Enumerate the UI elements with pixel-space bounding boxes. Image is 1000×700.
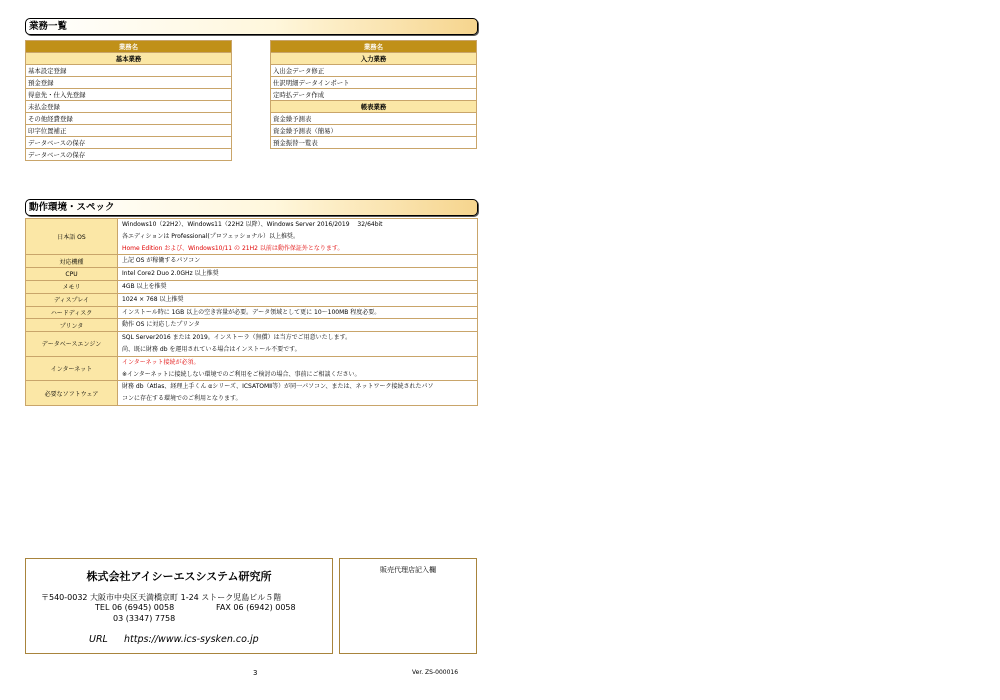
- spec-label: データベースエンジン: [26, 332, 118, 357]
- spec-row-printer: [26, 319, 478, 332]
- spec-value: インストール時に 1GB 以上の空き容量が必要。データ領域として更に 10～100MB 程度必要。: [122, 308, 381, 316]
- spec-label: ハードディスク: [26, 306, 118, 319]
- spec-table: [25, 218, 478, 406]
- sales-agent-label: 販売代理店記入欄: [380, 566, 436, 574]
- basic-operations-table: [25, 40, 232, 161]
- list-item: 入出金データ修正: [271, 65, 477, 77]
- list-item: 預金登録: [26, 77, 232, 89]
- spec-row-internet: [26, 356, 478, 381]
- spec-value: 1024 × 768 以上推奨: [122, 295, 184, 303]
- spec-row-machine: [26, 255, 478, 268]
- table-header: 業務名: [271, 41, 477, 53]
- spec-value: 尚、既に財務 db を運用されている場合はインストール不要です。: [122, 345, 301, 353]
- spec-value: 動作 OS に対応したプリンタ: [122, 321, 200, 329]
- company-name: 株式会社アイシーエスシステム研究所: [86, 570, 272, 583]
- spec-label: プリンタ: [26, 319, 118, 332]
- sales-agent-box: [339, 558, 477, 654]
- group-heading-basic: 基本業務: [26, 53, 232, 65]
- spec-value: コンに存在する環境でのご利用となります。: [122, 395, 242, 403]
- list-item: データベースの保存: [26, 137, 232, 149]
- spec-row-software: [26, 381, 478, 406]
- list-item: 得意先・仕入先登録: [26, 89, 232, 101]
- spec-label: 対応機種: [26, 255, 118, 268]
- spec-value: 各エディションは Professional(プロフェッショナル）以上推奨。: [122, 232, 299, 240]
- spec-value: 上記 OS が稼働するパソコン: [122, 257, 201, 265]
- list-item: 預金振替一覧表: [271, 137, 477, 149]
- spec-warning: Home Edition および、Windows10/11 の 21H2 以前は動作保証外となります。: [122, 244, 344, 252]
- list-item: 未払金登録: [26, 101, 232, 113]
- group-heading-input: 入力業務: [271, 53, 477, 65]
- spec-row-hdd: [26, 306, 478, 319]
- spec-label: CPU: [26, 268, 118, 281]
- list-item: その他経費登録: [26, 113, 232, 125]
- spec-value: SQL Server2016 または 2019。インストーラ（無償）は当方でご用意いたします。: [122, 334, 352, 342]
- table-header: 業務名: [26, 41, 232, 53]
- spec-label: インターネット: [26, 356, 118, 381]
- url-label: URL: [89, 634, 108, 645]
- list-item: 資金繰予測表（簡易）: [271, 125, 477, 137]
- company-tel: TEL 06 (6945) 0058: [95, 603, 175, 612]
- list-item: 印字位置補正: [26, 125, 232, 137]
- spec-row-os: [26, 219, 478, 255]
- environment-section-title: 動作環境・スペック: [25, 199, 478, 216]
- company-fax: FAX 06 (6942) 0058: [216, 603, 296, 612]
- spec-value: 財務 db（Atlas、経理上手くん αシリーズ、ICSATOMⅡ等）が同一パソコン、または、ネットワーク接続されたパソ: [122, 383, 434, 391]
- spec-label: ディスプレイ: [26, 293, 118, 306]
- list-item: 定時払データ作成: [271, 89, 477, 101]
- spec-label: メモリ: [26, 280, 118, 293]
- spec-warning: インターネット接続が必須。: [122, 358, 200, 366]
- spec-row-memory: [26, 280, 478, 293]
- operations-section-title: 業務一覧: [25, 18, 478, 35]
- company-info-box: [25, 558, 333, 654]
- spec-row-database: [26, 332, 478, 357]
- page-number: 3: [253, 669, 258, 677]
- input-report-operations-table: [270, 40, 477, 149]
- list-item: データベースの保存: [26, 149, 232, 161]
- spec-row-display: [26, 293, 478, 306]
- spec-label: 必要なソフトウェア: [26, 381, 118, 406]
- spec-label: 日本語 OS: [26, 219, 118, 255]
- spec-value: Intel Core2 Duo 2.0GHz 以上推奨: [122, 270, 219, 278]
- company-url[interactable]: https://www.ics-sysken.co.jp: [124, 634, 259, 645]
- list-item: 仕訳明細データインポート: [271, 77, 477, 89]
- group-heading-report: 帳表業務: [271, 101, 477, 113]
- spec-value: ※インターネットに接続しない環境でのご利用をご検討の場合、事前にご相談ください。: [122, 370, 361, 378]
- company-address: 〒540-0032 大阪市中央区天満橋京町 1-24 ストーク児島ビル５階: [41, 593, 282, 602]
- spec-value: 4GB 以上を推奨: [122, 282, 167, 290]
- spec-value: Windows10（22H2）、Windows11（22H2 以降）、Windows Server 2016/2019 32/64bit: [122, 221, 383, 228]
- list-item: 資金繰予測表: [271, 113, 477, 125]
- list-item: 基本設定登録: [26, 65, 232, 77]
- spec-row-cpu: [26, 268, 478, 281]
- company-tel-tokyo: 03 (3347) 7758: [113, 614, 176, 623]
- version-label: Ver. ZS-000016: [412, 669, 459, 676]
